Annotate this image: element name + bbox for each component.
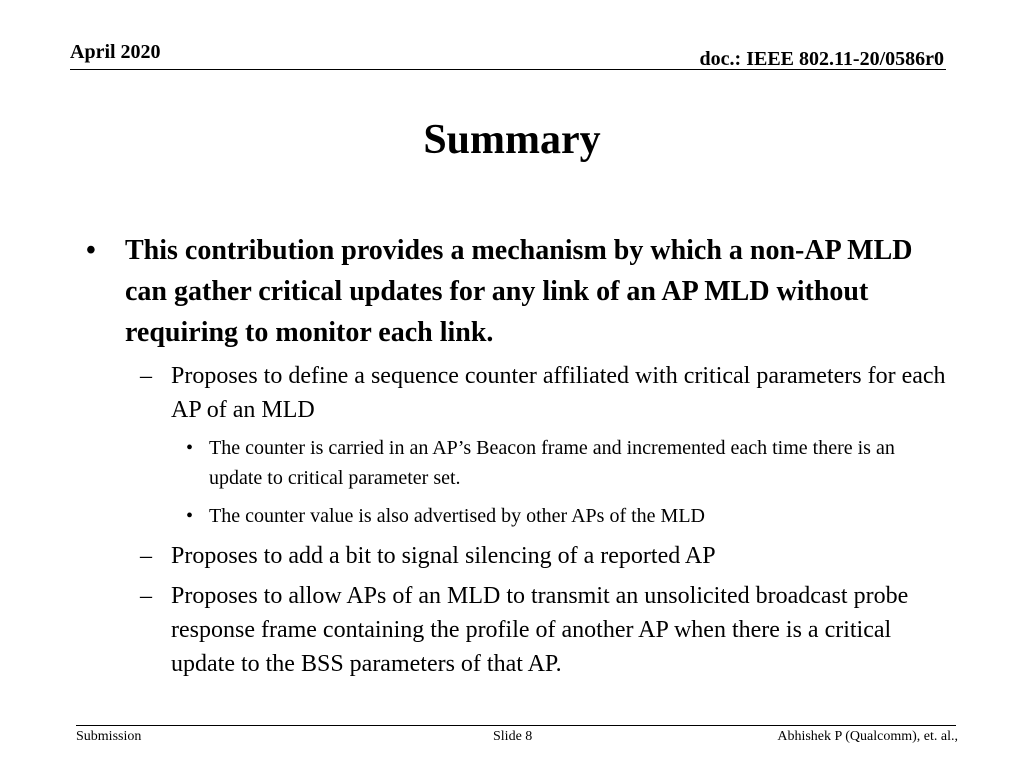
sub-sub-bullet-marker: • — [186, 437, 194, 459]
slide-title: Summary — [423, 117, 601, 163]
sub-sub-bullet-advertised: The counter value is also advertised by other APs of the MLD — [209, 505, 705, 527]
bullet-marker: • — [86, 235, 96, 266]
header-doc-id: doc.: IEEE 802.11-20/0586r0 — [699, 48, 944, 70]
main-bullet-text: This contribution provides a mechanism by which a non-AP MLD can gather critical updates for any link of an AP MLD without requiring to monitor each link. — [125, 235, 913, 348]
dash-marker: – — [140, 583, 152, 609]
footer-divider — [76, 725, 956, 726]
sub-bullet-sequence-counter: Proposes to define a sequence counter affiliated with critical parameters for each AP of an MLD — [171, 363, 946, 423]
sub-bullet-probe-response: Proposes to allow APs of an MLD to transmit an unsolicited broadcast probe response frame containing the profile of another AP when there is a critical update to the BSS parameters of that AP. — [171, 583, 909, 677]
header-date: April 2020 — [70, 41, 161, 63]
footer-author: Abhishek P (Qualcomm), et. al., — [777, 729, 958, 744]
dash-marker: – — [140, 363, 152, 389]
sub-sub-bullet-beacon: The counter is carried in an AP’s Beacon frame and incremented each time there is an update to critical parameter set. — [209, 437, 895, 489]
sub-bullet-silencing: Proposes to add a bit to signal silencing of a reported AP — [171, 543, 716, 569]
sub-sub-bullet-marker: • — [186, 505, 194, 527]
footer-submission: Submission — [76, 729, 142, 744]
dash-marker: – — [140, 543, 152, 569]
footer-slide-number: Slide 8 — [493, 729, 533, 744]
